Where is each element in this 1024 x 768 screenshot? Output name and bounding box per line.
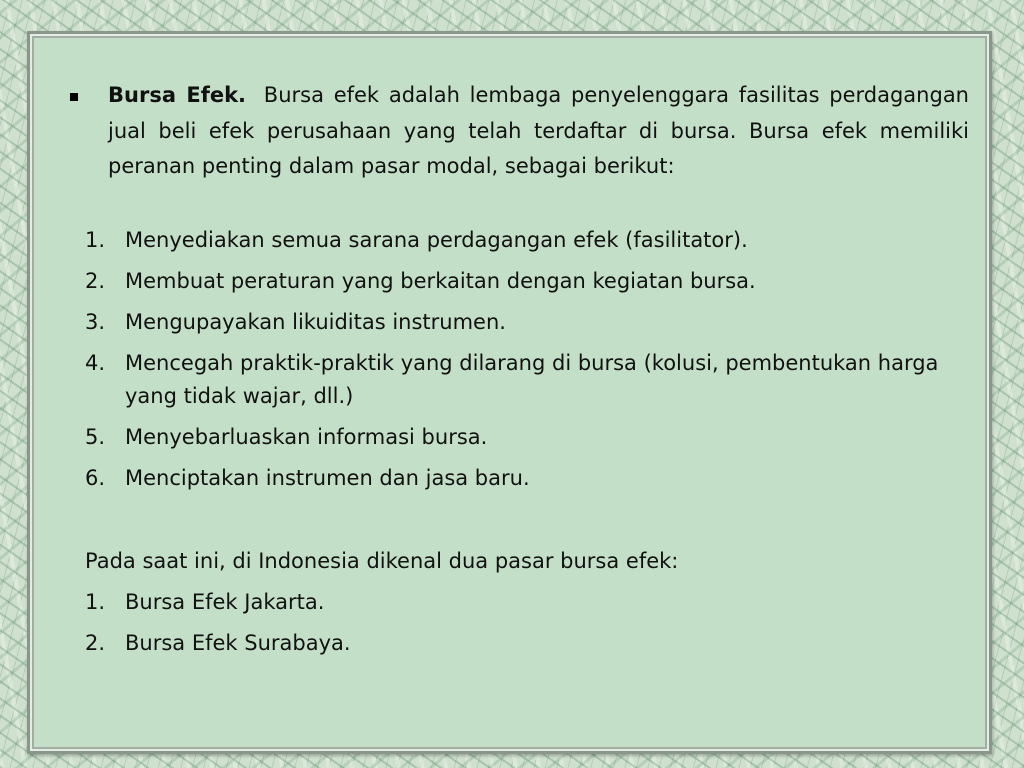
list-item — [85, 265, 965, 298]
list-number: 5. — [85, 425, 106, 449]
intro-text: Bursa efek adalah lembaga penyelenggara fasilitas perdagangan jual beli efek perusahaan yang telah terdaftar di bursa. Bursa efek memiliki peranan penting dalam pasar modal, sebagai berikut: — [108, 83, 969, 178]
intro-paragraph — [108, 78, 969, 185]
list-item — [85, 586, 965, 619]
list-item — [85, 224, 965, 257]
list-item-text: Mengupayakan likuiditas instrumen. — [125, 310, 506, 334]
roles-list — [85, 224, 965, 503]
intro-heading: Bursa Efek. — [108, 83, 247, 107]
list-number: 1. — [85, 228, 106, 252]
exchanges-intro: Pada saat ini, di Indonesia dikenal dua pasar bursa efek: — [85, 549, 679, 573]
list-item-text: Bursa Efek Jakarta. — [125, 590, 325, 614]
slide-frame — [27, 31, 992, 754]
list-item — [85, 462, 965, 495]
list-item-text: Mencegah praktik-praktik yang dilarang di bursa (kolusi, pembentukan harga yang tidak wajar, dll.) — [125, 351, 939, 408]
list-number: 4. — [85, 351, 106, 375]
list-item-text: Menyebarluaskan informasi bursa. — [125, 425, 488, 449]
slide-content — [30, 34, 989, 751]
exchanges-list — [85, 586, 965, 668]
list-item-text: Membuat peraturan yang berkaitan dengan kegiatan bursa. — [125, 269, 756, 293]
list-item — [85, 421, 965, 454]
list-number: 2. — [85, 631, 106, 655]
list-number: 6. — [85, 466, 106, 490]
square-bullet-icon — [70, 93, 78, 101]
list-item-text: Menciptakan instrumen dan jasa baru. — [125, 466, 530, 490]
list-item — [85, 627, 965, 660]
list-item-text: Menyediakan semua sarana perdagangan efek (fasilitator). — [125, 228, 748, 252]
list-number: 1. — [85, 590, 106, 614]
list-item — [85, 306, 965, 339]
list-number: 2. — [85, 269, 106, 293]
list-number: 3. — [85, 310, 106, 334]
list-item-text: Bursa Efek Surabaya. — [125, 631, 351, 655]
list-item — [85, 347, 965, 413]
